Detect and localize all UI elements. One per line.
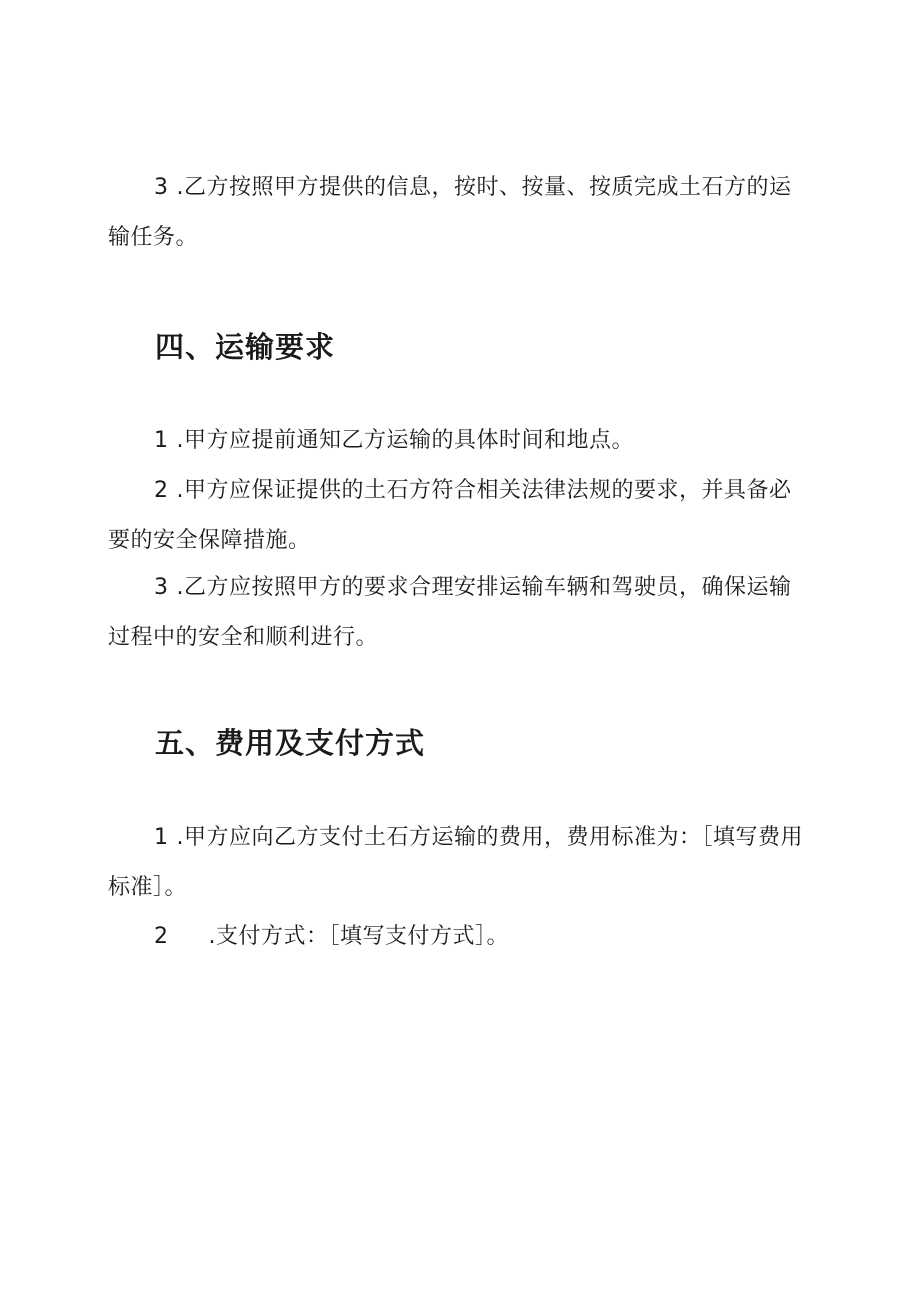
section-5-heading: 五、费用及支付方式 (155, 726, 426, 760)
clause-number: 1 (154, 825, 169, 850)
clause-number: 1 (154, 428, 169, 453)
clause-number: 2 (154, 924, 169, 949)
clause-number: 2 (154, 478, 169, 503)
section-4-heading: 四、运输要求 (155, 330, 336, 364)
clause-number: 3 (154, 175, 169, 200)
clause-text: .乙方按照甲方提供的信息，按时、按量、按质完成土石方的运输任务。 (108, 175, 792, 250)
clause-3-2-item-3 (108, 163, 812, 263)
clause-text: .甲方应向乙方支付土石方运输的费用，费用标准为：［填写费用标准］。 (108, 825, 803, 900)
clause-text: .支付方式：［填写支付方式］。 (208, 924, 509, 949)
clause-4-item-2 (108, 466, 812, 566)
clause-text: .甲方应提前通知乙方运输的具体时间和地点。 (176, 428, 634, 453)
clause-text: .乙方应按照甲方的要求合理安排运输车辆和驾驶员，确保运输过程中的安全和顺利进行。 (108, 575, 792, 650)
clause-5-item-1 (108, 813, 812, 913)
clause-4-item-1 (108, 416, 812, 466)
clause-number: 3 (154, 575, 169, 600)
clause-4-item-3 (108, 563, 812, 663)
clause-5-item-2 (108, 912, 812, 962)
clause-text: .甲方应保证提供的土石方符合相关法律法规的要求，并具备必要的安全保障措施。 (108, 478, 792, 553)
